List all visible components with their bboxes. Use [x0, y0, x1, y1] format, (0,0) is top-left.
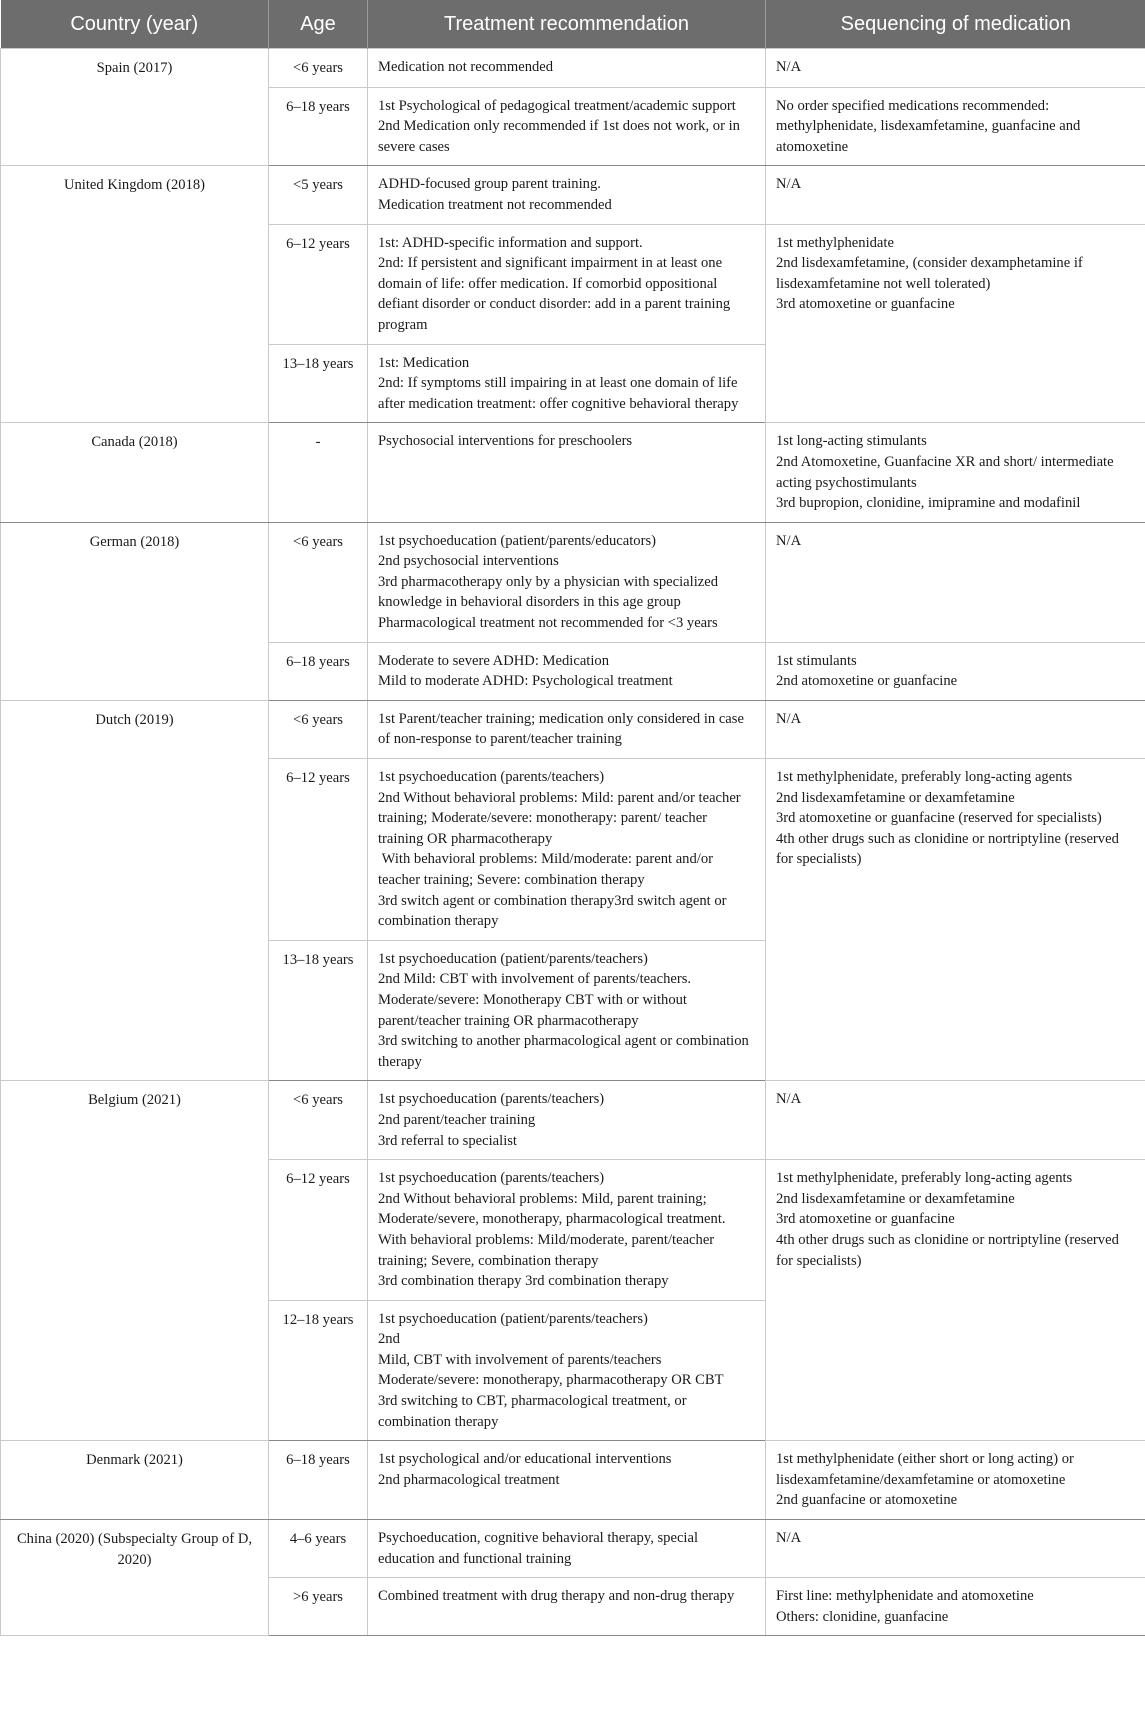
sequencing-line: 2nd lisdexamfetamine or dexamfetamine	[776, 789, 1015, 806]
sequencing-line: 2nd atomoxetine or guanfacine	[776, 673, 958, 690]
table-row	[1, 49, 1145, 88]
age-cell: 6–12 years	[269, 759, 368, 941]
sequencing-line: N/A	[776, 532, 802, 549]
sequencing-cell	[766, 1160, 1145, 1441]
treatment-line: 2nd	[378, 1331, 400, 1348]
treatment-cell	[368, 49, 766, 88]
table-row	[1, 166, 1145, 224]
header-row	[1, 0, 1145, 49]
age-cell: 12–18 years	[269, 1300, 368, 1441]
sequencing-line: 1st methylphenidate, preferably long-acting agents	[776, 769, 1073, 786]
country-cell: Spain (2017)	[1, 49, 269, 166]
treatment-cell	[368, 1300, 766, 1441]
treatment-cell	[368, 1160, 766, 1301]
sequencing-line: 3rd bupropion, clonidine, imipramine and modafinil	[776, 495, 1081, 512]
country-cell: Belgium (2021)	[1, 1081, 269, 1441]
sequencing-cell	[766, 49, 1145, 88]
treatment-cell	[368, 166, 766, 224]
treatment-cell	[368, 87, 766, 166]
age-cell: 6–12 years	[269, 224, 368, 344]
treatment-line: Psychosocial interventions for preschoolers	[378, 433, 633, 450]
table-row	[1, 1520, 1145, 1578]
header-sequencing: Sequencing of medication	[766, 0, 1145, 49]
treatment-cell	[368, 700, 766, 758]
treatment-line: 1st psychoeducation (parents/teachers)	[378, 1170, 605, 1187]
age-cell: <5 years	[269, 166, 368, 224]
sequencing-line: No order specified medications recommended: methylphenidate, lisdexamfetamine, guanfacine and atomoxetine	[776, 97, 1084, 155]
sequencing-line: N/A	[776, 710, 802, 727]
treatment-line: 2nd Without behavioral problems: Mild, parent training; Moderate/severe, monotherapy, pharmacological treatment. With behavioral problems: Mild/moderate, parent/teacher training; Severe, combination therapy	[378, 1190, 729, 1269]
treatment-line: Combined treatment with drug therapy and non-drug therapy	[378, 1588, 735, 1605]
age-cell: 13–18 years	[269, 940, 368, 1081]
sequencing-cell	[766, 642, 1145, 700]
age-cell: >6 years	[269, 1578, 368, 1636]
treatment-line: 1st: Medication	[378, 354, 470, 371]
sequencing-cell	[766, 522, 1145, 642]
age-cell: 6–12 years	[269, 1160, 368, 1301]
sequencing-cell	[766, 759, 1145, 1081]
age-cell: 6–18 years	[269, 87, 368, 166]
treatment-cell	[368, 1081, 766, 1160]
age-cell: 13–18 years	[269, 344, 368, 423]
treatment-line: 1st: ADHD-specific information and support.	[378, 234, 643, 251]
treatment-line: 1st psychoeducation (parents/teachers)	[378, 769, 605, 786]
treatment-line: 3rd referral to specialist	[378, 1132, 517, 1149]
age-cell: -	[269, 423, 368, 522]
treatment-line: Mild to moderate ADHD: Psychological treatment	[378, 673, 673, 690]
sequencing-line: 2nd lisdexamfetamine or dexamfetamine	[776, 1190, 1015, 1207]
sequencing-line: 1st stimulants	[776, 652, 857, 669]
treatment-cell	[368, 940, 766, 1081]
treatment-line: 1st psychoeducation (patient/parents/teachers)	[378, 950, 648, 967]
country-cell: Denmark (2021)	[1, 1441, 269, 1520]
sequencing-line: 1st methylphenidate, preferably long-acting agents	[776, 1170, 1073, 1187]
country-cell: United Kingdom (2018)	[1, 166, 269, 423]
age-cell: 6–18 years	[269, 642, 368, 700]
treatment-line: 1st psychoeducation (patient/parents/teachers)	[378, 1310, 648, 1327]
treatment-line: 2nd Mild: CBT with involvement of parents/teachers.	[378, 971, 692, 988]
treatment-line: 1st psychological and/or educational interventions	[378, 1451, 672, 1468]
sequencing-cell	[766, 423, 1145, 522]
sequencing-line: N/A	[776, 176, 802, 193]
sequencing-line: 4th other drugs such as clonidine or nortriptyline (reserved for specialists)	[776, 1231, 1123, 1269]
sequencing-line: N/A	[776, 1530, 802, 1547]
sequencing-line: Others: clonidine, guanfacine	[776, 1608, 949, 1625]
treatment-line: Mild, CBT with involvement of parents/teachers	[378, 1351, 662, 1368]
treatment-line: 3rd switching to CBT, pharmacological treatment, or combination therapy	[378, 1393, 691, 1430]
treatment-cell	[368, 423, 766, 522]
sequencing-cell	[766, 166, 1145, 224]
sequencing-line: 2nd guanfacine or atomoxetine	[776, 1492, 958, 1509]
treatment-line: ADHD-focused group parent training.	[378, 176, 601, 193]
age-cell: <6 years	[269, 522, 368, 642]
treatment-line: With behavioral problems: Mild/moderate: parent and/or teacher training; Severe: combination therapy	[378, 851, 717, 888]
treatment-line: 2nd psychosocial interventions	[378, 553, 559, 570]
sequencing-cell	[766, 1520, 1145, 1578]
treatment-cell	[368, 522, 766, 642]
table-body	[1, 49, 1145, 1636]
sequencing-cell	[766, 224, 1145, 423]
country-cell: China (2020) (Subspecialty Group of D, 2020)	[1, 1520, 269, 1636]
treatment-line: Moderate/severe: Monotherapy CBT with or without parent/teacher training OR pharmacotherapy	[378, 991, 691, 1029]
treatment-line: Moderate to severe ADHD: Medication	[378, 652, 609, 669]
treatment-line: 1st psychoeducation (parents/teachers)	[378, 1091, 605, 1108]
treatment-cell	[368, 1441, 766, 1520]
treatment-cell	[368, 344, 766, 423]
treatment-line: 2nd Medication only recommended if 1st does not work, or in severe cases	[378, 118, 744, 155]
sequencing-cell	[766, 1441, 1145, 1520]
age-cell: <6 years	[269, 700, 368, 758]
treatment-cell	[368, 759, 766, 941]
sequencing-cell	[766, 1081, 1145, 1160]
sequencing-line: N/A	[776, 1091, 802, 1108]
treatment-cell	[368, 1520, 766, 1578]
treatment-line: Medication treatment not recommended	[378, 196, 612, 213]
age-cell: <6 years	[269, 49, 368, 88]
sequencing-line: First line: methylphenidate and atomoxetine	[776, 1588, 1034, 1605]
treatment-cell	[368, 642, 766, 700]
country-cell: Dutch (2019)	[1, 700, 269, 1081]
treatment-line: 3rd pharmacotherapy only by a physician with specialized knowledge in behavioral disorders in this age group	[378, 573, 722, 611]
sequencing-line: 1st methylphenidate (either short or long acting) or lisdexamfetamine/dexamfetamine or atomoxetine	[776, 1451, 1078, 1488]
treatment-line: 1st psychoeducation (patient/parents/educators)	[378, 532, 657, 549]
treatment-line: Psychoeducation, cognitive behavioral therapy, special education and functional training	[378, 1530, 702, 1567]
table-row	[1, 1081, 1145, 1160]
age-cell: 6–18 years	[269, 1441, 368, 1520]
table-row	[1, 700, 1145, 758]
treatment-cell	[368, 224, 766, 344]
header-age: Age	[269, 0, 368, 49]
sequencing-line: N/A	[776, 59, 802, 75]
treatment-line: 1st Psychological of pedagogical treatment/academic support	[378, 97, 736, 114]
sequencing-line: 1st long-acting stimulants	[776, 433, 927, 450]
sequencing-line: 3rd atomoxetine or guanfacine (reserved for specialists)	[776, 810, 1102, 827]
treatment-line: 3rd switch agent or combination therapy3rd switch agent or combination therapy	[378, 892, 731, 930]
sequencing-line: 2nd lisdexamfetamine, (consider dexamphetamine if lisdexamfetamine not well tolerated)	[776, 255, 1087, 292]
table-row	[1, 1441, 1145, 1520]
sequencing-cell	[766, 87, 1145, 166]
sequencing-line: 4th other drugs such as clonidine or nortriptyline (reserved for specialists)	[776, 830, 1123, 868]
country-cell: Canada (2018)	[1, 423, 269, 522]
treatment-line: Pharmacological treatment not recommended for <3 years	[378, 615, 718, 632]
treatment-line: 1st Parent/teacher training; medication only considered in case of non-response to parent/teacher training	[378, 710, 748, 748]
table-row	[1, 522, 1145, 642]
treatment-line: 2nd: If persistent and significant impairment in at least one domain of life: offer medication. If comorbid oppositional defiant disorder or conduct disorder: add in a parent training program	[378, 255, 734, 333]
sequencing-line: 2nd Atomoxetine, Guanfacine XR and short/ intermediate acting psychostimulants	[776, 453, 1118, 491]
header-treatment: Treatment recommendation	[368, 0, 766, 49]
treatment-line: Moderate/severe: monotherapy, pharmacotherapy OR CBT	[378, 1372, 724, 1389]
treatment-line: 2nd pharmacological treatment	[378, 1471, 560, 1488]
sequencing-cell	[766, 700, 1145, 758]
treatment-line: 2nd Without behavioral problems: Mild: parent and/or teacher training; Moderate/severe: monotherapy: parent/ teacher training OR pharmacotherapy	[378, 789, 745, 847]
treatment-line: Medication not recommended	[378, 59, 554, 75]
treatment-line: 3rd switching to another pharmacological agent or combination therapy	[378, 1033, 753, 1070]
age-cell: <6 years	[269, 1081, 368, 1160]
sequencing-line: 3rd atomoxetine or guanfacine	[776, 1211, 955, 1228]
age-cell: 4–6 years	[269, 1520, 368, 1578]
treatment-cell	[368, 1578, 766, 1636]
country-cell: German (2018)	[1, 522, 269, 700]
treatment-line: 2nd: If symptoms still impairing in at least one domain of life after medication treatment: offer cognitive behavioral therapy	[378, 375, 742, 412]
sequencing-line: 1st methylphenidate	[776, 234, 894, 251]
table-row	[1, 423, 1145, 522]
header-country: Country (year)	[1, 0, 269, 49]
sequencing-line: 3rd atomoxetine or guanfacine	[776, 296, 955, 313]
sequencing-cell	[766, 1578, 1145, 1636]
treatment-line: 3rd combination therapy 3rd combination therapy	[378, 1273, 669, 1290]
treatment-line: 2nd parent/teacher training	[378, 1111, 536, 1128]
